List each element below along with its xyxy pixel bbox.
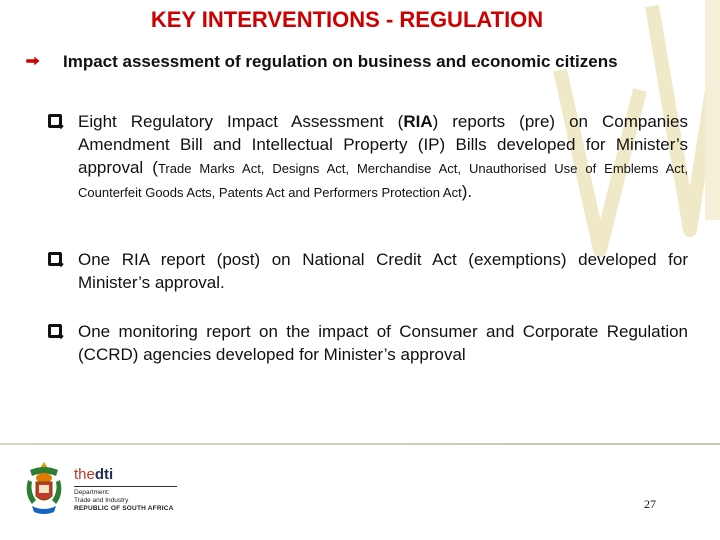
arrow-bullet-icon bbox=[26, 56, 40, 66]
brand-trade-industry: Trade and Industry bbox=[74, 497, 129, 504]
bullet-item bbox=[48, 320, 688, 366]
lead-text: Impact assessment of regulation on business and economic citizens bbox=[63, 52, 618, 71]
bullet-text: One RIA report (post) on National Credit Act (exemptions) developed for Minister’s approval. bbox=[78, 250, 688, 292]
page-number: 27 bbox=[644, 497, 656, 511]
lead-point bbox=[26, 51, 688, 73]
bullet-text-end: ). bbox=[461, 182, 473, 201]
checkbox-bullet-icon bbox=[48, 252, 62, 266]
bullet-text bbox=[78, 110, 688, 204]
brand-rule bbox=[74, 486, 177, 487]
brand-republic: REPUBLIC OF SOUTH AFRICA bbox=[74, 505, 174, 512]
footer-divider bbox=[0, 443, 720, 445]
bullet-text: One monitoring report on the impact of Consumer and Corporate Regulation (CCRD) agencies developed for Minister’s approval bbox=[78, 322, 688, 364]
bullet-item bbox=[48, 110, 688, 204]
dti-logo bbox=[74, 466, 184, 513]
coat-of-arms-icon bbox=[22, 460, 66, 518]
checkbox-bullet-icon bbox=[48, 324, 62, 338]
bullet-text-part: Eight Regulatory Impact Assessment ( bbox=[78, 112, 404, 131]
checkbox-bullet-icon bbox=[48, 114, 62, 128]
slide-title: KEY INTERVENTIONS - REGULATION bbox=[150, 7, 544, 32]
brand-the: the bbox=[74, 466, 95, 483]
bullet-text-part: ) reports (pre) on Companies Amendment Bill and Intellectual Property (IP) Bills developed for Minister’s approval ( bbox=[78, 112, 688, 177]
bullet-text-bold: RIA bbox=[403, 112, 433, 131]
bullet-item bbox=[48, 248, 688, 294]
brand-department: Department: bbox=[74, 489, 110, 496]
bullet-text-acts: Trade Marks Act, Designs Act, Merchandise Act, Unauthorised Use of Emblems Act, Counterfeit Goods Acts, Patents Act and Performers Protection Act bbox=[78, 161, 688, 200]
brand-dti: dti bbox=[94, 466, 114, 483]
